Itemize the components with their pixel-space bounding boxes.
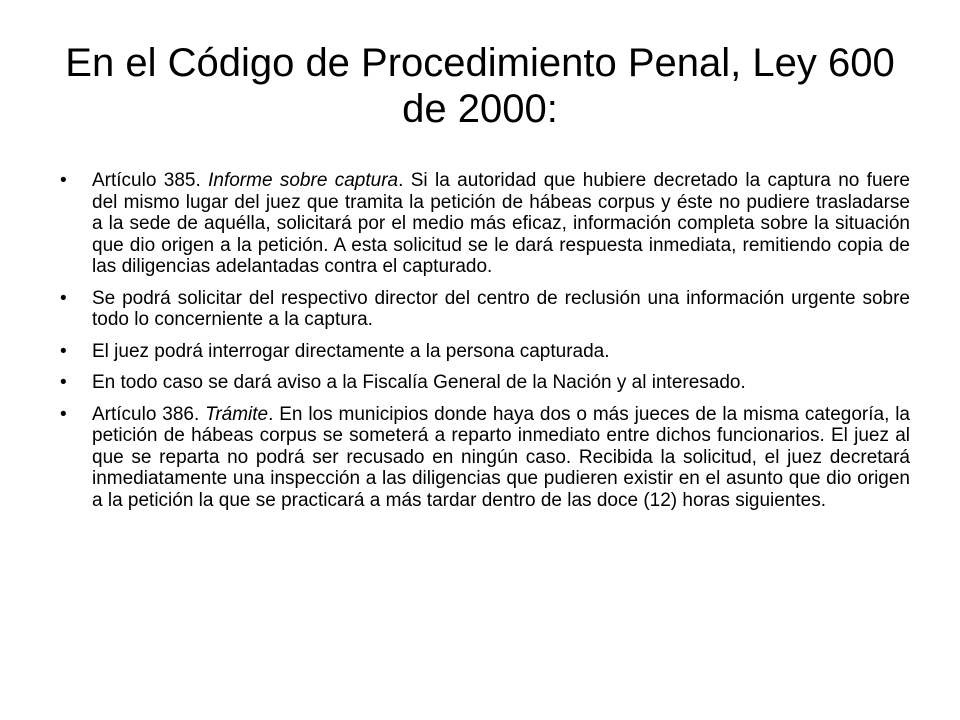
slide-title: En el Código de Procedimiento Penal, Ley 600 de 2000:	[65, 41, 895, 131]
bullet-item-articulo-385	[60, 170, 910, 278]
bullet-text: En todo caso se dará aviso a la Fiscalía General de la Nación y al interesado.	[92, 372, 746, 393]
bullet-text: . Si la autoridad que hubiere decretado la captura no fuere del mismo lugar del juez que tramita la petición de hábeas corpus y éste no pudiere trasladarse a la sede de aquélla, solicitará por el medio más eficaz, información completa sobre la situación que dio origen a la petición. A esta solicitud se le dará respuesta inmediata, remitiendo copia de las diligencias adelantadas contra el capturado.	[92, 170, 910, 277]
bullet-lead: Artículo 385.	[92, 170, 209, 191]
bullet-lead: Artículo 386.	[92, 403, 206, 425]
bullet-emphasis: Informe sobre captura	[208, 170, 399, 191]
bullet-text: El juez podrá interrogar directamente a la persona capturada.	[92, 340, 610, 362]
bullet-icon: •	[60, 403, 67, 425]
bullet-item-articulo-386	[60, 404, 910, 512]
bullet-icon: •	[60, 340, 67, 362]
bullet-icon: •	[60, 170, 67, 191]
bullet-text: . En los municipios donde haya dos o más jueces de la misma categoría, la petición de hábeas corpus se someterá a reparto inmediato entre dichos funcionarios. El juez al que se reparta no podrá ser recusado en ningún caso. Recibida la solicitud, el juez decretará inmediatamente una inspección a las diligencias que pudieren existir en el asunto que dio origen a la petición la que se practicará a más tardar dentro de las doce (12) horas siguientes.	[92, 403, 910, 511]
bullet-emphasis: Trámite	[205, 403, 269, 425]
bullet-icon: •	[60, 372, 67, 393]
bullet-item-solicitar-director	[60, 288, 910, 331]
bullet-text: Se podrá solicitar del respectivo director del centro de reclusión una información urgente sobre todo lo concerniente a la captura.	[92, 287, 910, 330]
bullet-item-interrogar	[60, 341, 910, 363]
bullet-item-aviso-fiscalia	[60, 372, 910, 394]
bullet-icon: •	[60, 287, 67, 309]
bullet-list	[60, 170, 910, 511]
